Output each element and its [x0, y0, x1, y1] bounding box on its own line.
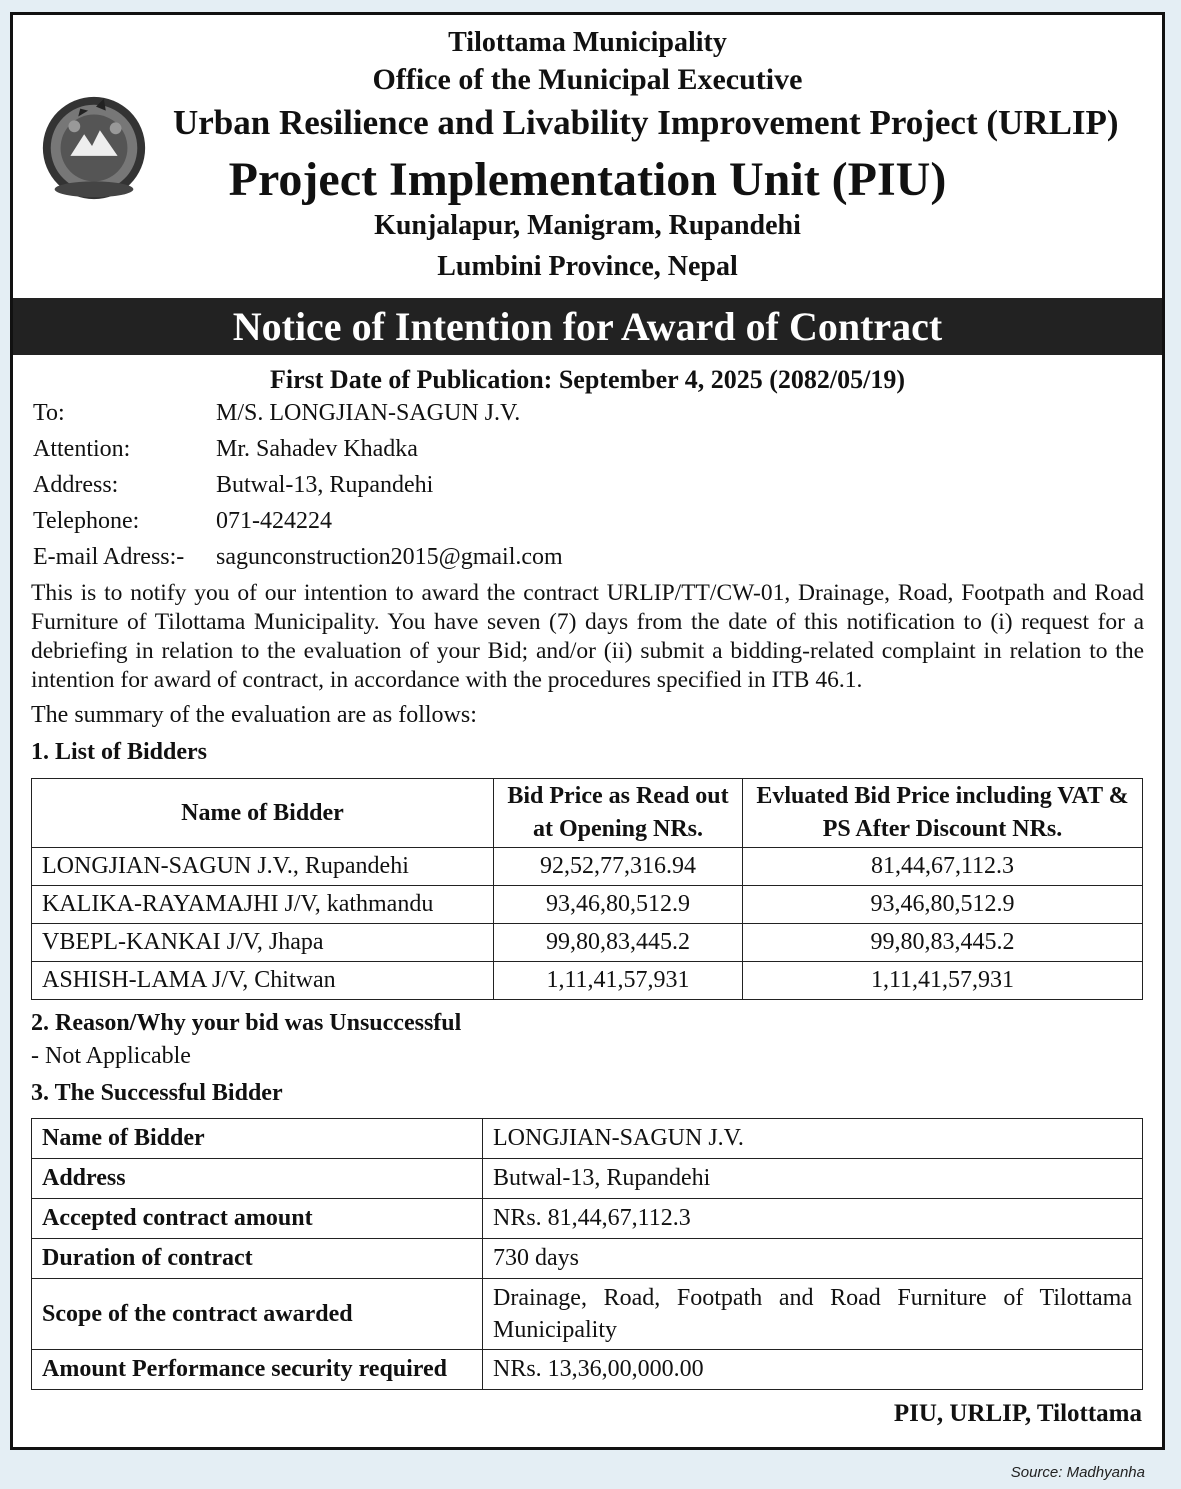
contact-label: Attention: — [33, 436, 131, 462]
contact-value: Mr. Sahadev Khadka — [216, 436, 418, 462]
table-row — [32, 886, 1143, 924]
header-piu: Project Implementation Unit (PIU) — [228, 153, 947, 206]
field-value: NRs. 13,36,00,000.00 — [483, 1350, 1143, 1390]
section-title-reason: 2. Reason/Why your bid was Unsuccessful — [31, 1010, 462, 1036]
contact-label: To: — [33, 400, 65, 426]
notice-sheet — [10, 12, 1165, 1450]
column-header: Evluated Bid Price including VAT & PS After Discount NRs. — [743, 779, 1143, 848]
field-value: Drainage, Road, Footpath and Road Furniture of Tilottama Municipality — [483, 1279, 1143, 1350]
evaluated-price: 99,80,83,445.2 — [743, 924, 1143, 962]
table-row — [32, 848, 1143, 886]
contact-label: Telephone: — [33, 508, 140, 534]
contact-row-attention — [31, 431, 1144, 467]
table-row — [32, 962, 1143, 1000]
bid-price-read: 1,11,41,57,931 — [494, 962, 743, 1000]
field-label: Address — [32, 1159, 483, 1199]
field-value: LONGJIAN-SAGUN J.V. — [483, 1119, 1143, 1159]
successful-bidder-table — [31, 1118, 1143, 1390]
notice-content — [13, 365, 1162, 1428]
table-row — [32, 1119, 1143, 1159]
bidder-name: KALIKA-RAYAMAJHI J/V, kathmandu — [32, 886, 494, 924]
field-label: Amount Performance security required — [32, 1350, 483, 1390]
table-row — [32, 924, 1143, 962]
table-row — [32, 1279, 1143, 1350]
bidder-name: LONGJIAN-SAGUN J.V., Rupandehi — [32, 848, 494, 886]
contact-label: Address: — [33, 472, 119, 498]
header-project: Urban Resilience and Livability Improvement Project (URLIP) — [173, 103, 1119, 142]
table-row — [32, 1350, 1143, 1390]
table-row — [32, 1199, 1143, 1239]
column-header: Name of Bidder — [32, 779, 494, 848]
table-row — [32, 1239, 1143, 1279]
column-header: Bid Price as Read out at Opening NRs. — [494, 779, 743, 848]
bidder-name: VBEPL-KANKAI J/V, Jhapa — [32, 924, 494, 962]
notice-paragraph: This is to notify you of our intention to award the contract URLIP/TT/CW-01, Drainage, Road, Footpath and Road Furniture of Tilottama Municipality. You have seven (7) days from the date of this notification to (i) request for a debriefing in relation to the evaluation of your Bid; and/or (ii) submit a bidding-related complaint in relation to the intention for award of contract, in accordance with the procedures specified in ITB 46.1. — [31, 580, 1144, 693]
field-value: NRs. 81,44,67,112.3 — [483, 1199, 1143, 1239]
signature: PIU, URLIP, Tilottama — [893, 1400, 1142, 1427]
evaluated-price: 93,46,80,512.9 — [743, 886, 1143, 924]
contact-block — [31, 395, 1144, 575]
contact-value: Butwal-13, Rupandehi — [216, 472, 434, 498]
contact-value: M/S. LONGJIAN-SAGUN J.V. — [216, 400, 521, 426]
bidder-name: ASHISH-LAMA J/V, Chitwan — [32, 962, 494, 1000]
notice-header — [13, 15, 1162, 298]
field-label: Accepted contract amount — [32, 1199, 483, 1239]
summary-intro: The summary of the evaluation are as follows: — [31, 702, 477, 728]
contact-row-email — [31, 539, 1144, 575]
bid-price-read: 92,52,77,316.94 — [494, 848, 743, 886]
contact-row-address — [31, 467, 1144, 503]
reason-text: - Not Applicable — [31, 1043, 191, 1069]
bid-price-read: 99,80,83,445.2 — [494, 924, 743, 962]
field-value: 730 days — [483, 1239, 1143, 1279]
source-credit: Source: Madhyanha — [1010, 1464, 1145, 1481]
contact-label: E-mail Adress:- — [33, 544, 185, 570]
section-title-bidders: 1. List of Bidders — [31, 739, 208, 765]
bid-price-read: 93,46,80,512.9 — [494, 886, 743, 924]
section-title-successful: 3. The Successful Bidder — [31, 1080, 283, 1106]
bidders-table — [31, 778, 1143, 1000]
table-row — [32, 1159, 1143, 1199]
contact-value: 071-424224 — [216, 508, 332, 534]
field-value: Butwal-13, Rupandehi — [483, 1159, 1143, 1199]
evaluated-price: 81,44,67,112.3 — [743, 848, 1143, 886]
field-label: Duration of contract — [32, 1239, 483, 1279]
header-municipality: Tilottama Municipality — [448, 27, 727, 58]
field-label: Scope of the contract awarded — [32, 1279, 483, 1350]
notice-title-banner: Notice of Intention for Award of Contract — [13, 298, 1162, 355]
contact-value: sagunconstruction2015@gmail.com — [216, 544, 563, 570]
evaluated-price: 1,11,41,57,931 — [743, 962, 1143, 1000]
header-location: Kunjalapur, Manigram, Rupandehi — [374, 210, 801, 241]
field-label: Name of Bidder — [32, 1119, 483, 1159]
publication-date: First Date of Publication: September 4, 2025 (2082/05/19) — [270, 365, 905, 394]
contact-row-telephone — [31, 503, 1144, 539]
table-header-row — [32, 779, 1143, 848]
contact-row-to — [31, 395, 1144, 431]
header-office: Office of the Municipal Executive — [372, 63, 803, 96]
header-province: Lumbini Province, Nepal — [437, 251, 738, 282]
